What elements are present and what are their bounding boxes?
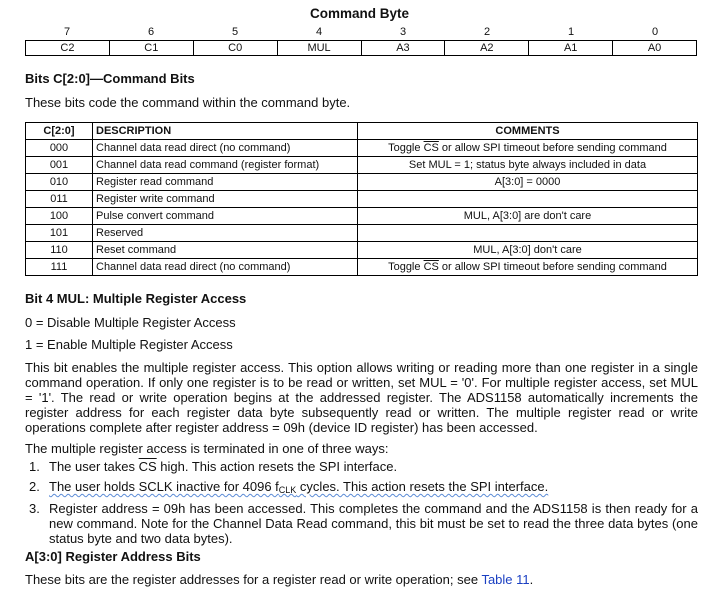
description-cell: Register write command [93,191,358,208]
command-table [25,122,698,276]
spellcheck-flagged-text [49,479,548,494]
table-row [26,225,698,242]
description-cell: Channel data read direct (no command) [93,259,358,276]
bit-field: A1 [529,41,613,56]
list-text: cycles. This action resets the SPI interface. [296,479,549,494]
bit-number: 6 [147,26,155,38]
bit-number: 1 [567,26,575,38]
code-cell: 011 [26,191,93,208]
command-byte-register [25,40,697,56]
column-header: C[2:0] [26,123,93,140]
comment-cell [358,140,698,157]
comment-cell: MUL, A[3:0] are don't care [358,208,698,225]
bit-number: 0 [651,26,659,38]
column-header: COMMENTS [358,123,698,140]
list-text: Register address = 09h has been accessed. This completes the command and the ADS1158 is then ready for a new command. Note for the Channel Data Read command, this bit must be set to read the three data bytes (one status byte and two data bytes). [49,501,698,546]
termination-list [25,459,698,546]
list-item [25,479,698,498]
comment-text: Toggle [388,261,424,273]
comment-cell: MUL, A[3:0] don't care [358,242,698,259]
code-cell: 110 [26,242,93,259]
list-text: The user holds SCLK inactive for 4096 f [49,479,279,494]
list-number: 1. [29,459,40,474]
bit-field: A2 [445,41,529,56]
mul-option-0: 0 = Disable Multiple Register Access [25,315,236,330]
table-row [26,174,698,191]
bit-number: 4 [315,26,323,38]
comment-text: Toggle [388,142,424,154]
description-cell: Channel data read direct (no command) [93,140,358,157]
description-cell: Reset command [93,242,358,259]
code-cell: 111 [26,259,93,276]
table-row [26,140,698,157]
list-text: high. This action resets the SPI interface. [156,459,398,474]
bit-field: C2 [26,41,110,56]
mul-description: This bit enables the multiple register access. This option allows writing or reading more than one register in a single command operation. If only one register is to be read or written, set MUL = '0'. For multiple register access, set MUL = '1'. The read or write operation begins at the addressed register. The ADS1158 automatically increments the register address for each register data byte subsequently read or written. The multiple register read or write operations complete after register address = 09h (device ID register) has been accessed. [25,360,698,435]
list-item [25,501,698,546]
cs-signal: $\overline{CS}$ [138,459,157,474]
cs-signal: $\overline{CS}$ [423,261,439,273]
description-cell: Reserved [93,225,358,242]
table-row [26,242,698,259]
list-text: The user takes [49,459,139,474]
bit-numbers [25,26,697,40]
address-bits-text [25,572,698,587]
code-cell: 001 [26,157,93,174]
bit-number: 2 [483,26,491,38]
table-11-link[interactable]: Table 11 [481,572,530,587]
bit-field: C1 [109,41,193,56]
comment-cell [358,225,698,242]
address-text: These bits are the register addresses for a register read or write operation; see [25,572,482,587]
list-item [25,459,698,474]
code-cell: 101 [26,225,93,242]
code-cell: 100 [26,208,93,225]
comment-text: or allow SPI timeout before sending command [438,261,667,273]
cs-signal: $\overline{CS}$ [423,142,439,154]
table-row [26,259,698,276]
comment-cell: Set MUL = 1; status byte always included in data [358,157,698,174]
terminated-intro: The multiple register access is terminated in one of three ways: [25,441,389,456]
comment-text: or allow SPI timeout before sending command [438,142,667,154]
clk-subscript: CLK [278,485,297,495]
table-header-row [26,123,698,140]
table-row [26,191,698,208]
column-header: DESCRIPTION [93,123,358,140]
bit-field: MUL [277,41,361,56]
table-row [26,157,698,174]
mul-heading: Bit 4 MUL: Multiple Register Access [25,291,247,306]
code-cell: 010 [26,174,93,191]
bit-number: 7 [63,26,71,38]
list-number: 3. [29,501,40,516]
table-row [26,208,698,225]
bit-number: 5 [231,26,239,38]
code-cell: 000 [26,140,93,157]
address-bits-heading: A[3:0] Register Address Bits [25,549,201,564]
bit-field: A0 [613,41,697,56]
address-text: . [529,572,534,587]
command-bits-intro: These bits code the command within the command byte. [25,95,351,110]
bit-field: A3 [361,41,445,56]
list-number: 2. [29,479,40,494]
command-bits-heading: Bits C[2:0]—Command Bits [25,71,195,86]
comment-cell [358,191,698,208]
command-byte-title: Command Byte [309,6,409,21]
description-cell: Register read command [93,174,358,191]
description-cell: Channel data read command (register format) [93,157,358,174]
description-cell: Pulse convert command [93,208,358,225]
mul-option-1: 1 = Enable Multiple Register Access [25,337,233,352]
bit-field: C0 [193,41,277,56]
comment-cell [358,259,698,276]
bit-number: 3 [399,26,407,38]
comment-cell: A[3:0] = 0000 [358,174,698,191]
